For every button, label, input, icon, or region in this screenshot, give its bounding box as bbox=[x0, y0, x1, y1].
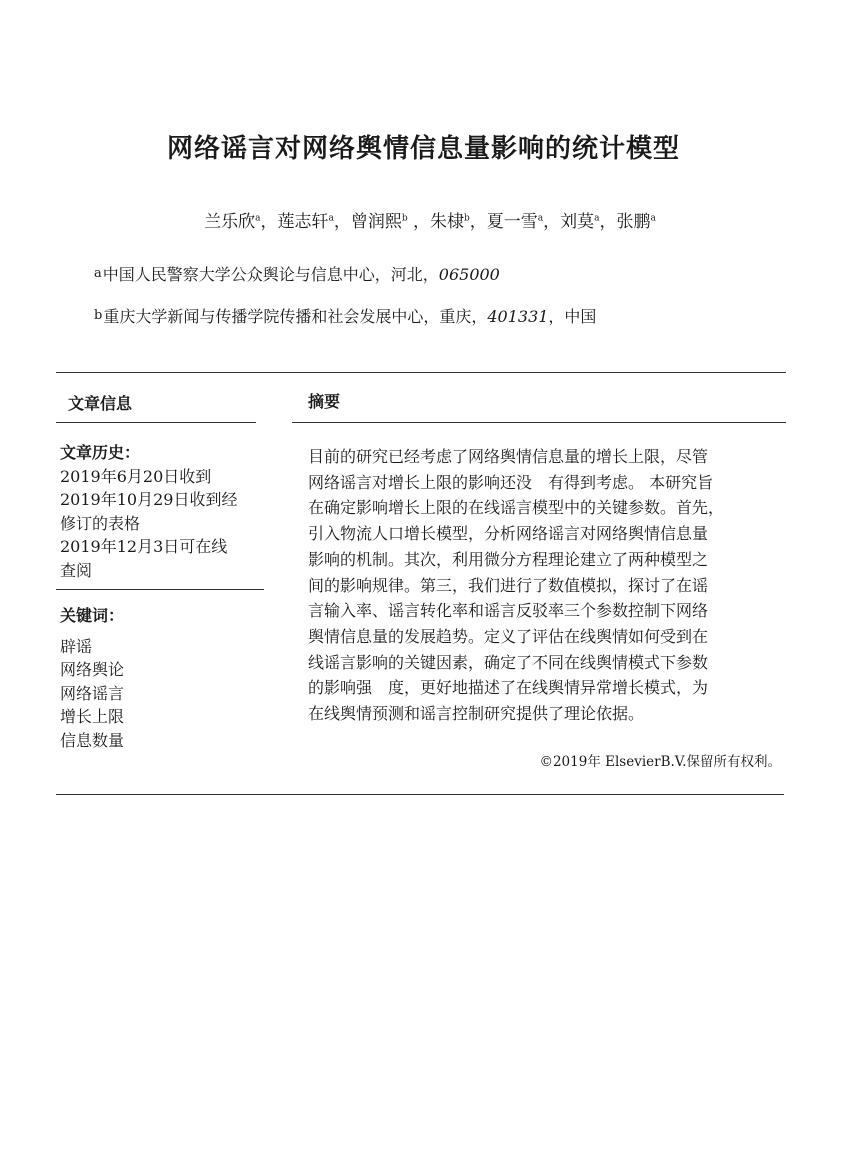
keyword: 网络谣言 bbox=[60, 683, 125, 703]
abstract-line: 间的影响规律。第三，我们进行了数值模拟，探讨了在谣 bbox=[308, 575, 709, 595]
affiliation-text: 中国人民警察大学公众舆论与信息中心，河北， bbox=[102, 265, 439, 284]
copyright-notice: ©2019年 ElsevierB.V.保留所有权利。 bbox=[539, 754, 781, 770]
affiliation-mark: a bbox=[94, 266, 102, 281]
author-list: 兰乐欣$^a$，莲志轩$^a$，曾润熙$^b$ ，朱棣$^b$，夏一雪$^a$，刘莫$^a$，张鹏$^a$ bbox=[204, 212, 656, 232]
abstract-line: 言输入率、谣言转化率和谣言反驳率三个参数控制下网络 bbox=[308, 601, 709, 621]
author-affiliation-mark: b bbox=[464, 213, 470, 224]
keywords-heading: 关键词： bbox=[60, 606, 125, 625]
history-heading: 文章历史： bbox=[60, 443, 141, 462]
abstract-line: 舆情信息量的发展趋势。定义了评估在线舆情如何受到在 bbox=[308, 626, 709, 646]
author-affiliation-mark: a bbox=[650, 213, 656, 224]
affiliation-tail: ，中国 bbox=[548, 307, 597, 326]
abstract-line: 在线舆情预测和谣言控制研究提供了理论依据。 bbox=[308, 704, 645, 724]
article-info-heading: 文章信息 bbox=[68, 394, 133, 413]
author-affiliation-mark: a bbox=[537, 213, 544, 224]
author-name: 夏一雪 bbox=[486, 212, 538, 232]
author-affiliation-mark: b bbox=[401, 213, 408, 224]
postal-code: 065000 bbox=[438, 265, 500, 284]
keyword: 辟谣 bbox=[60, 636, 93, 656]
paper-title: 网络谣言对网络舆情信息量影响的统计模型 bbox=[166, 134, 680, 164]
abstract-line: 网络谣言对增长上限的影响还没 有得到考虑。 本研究旨 bbox=[308, 472, 714, 492]
keywords bbox=[60, 604, 265, 752]
keyword: 网络舆论 bbox=[60, 660, 125, 679]
article-info-divider bbox=[56, 422, 256, 423]
author bbox=[204, 212, 260, 232]
abstract-line: 的影响强 度，更好地描述了在线舆情异常增长模式，为 bbox=[308, 678, 709, 698]
author bbox=[487, 212, 543, 232]
author-name: 曾润熙 bbox=[350, 212, 402, 232]
history-line: 查阅 bbox=[60, 560, 93, 580]
author bbox=[560, 212, 599, 232]
author-name: 刘莫 bbox=[560, 212, 595, 232]
affiliation-b bbox=[94, 304, 596, 327]
affiliation-text: 重庆大学新闻与传播学院传播和社会发展中心，重庆， bbox=[103, 307, 488, 326]
postal-code: 401331 bbox=[487, 307, 549, 326]
author bbox=[430, 212, 470, 232]
bottom-divider bbox=[56, 794, 784, 795]
affiliation-a bbox=[94, 262, 500, 285]
author-name: 朱棣 bbox=[430, 212, 465, 232]
author bbox=[351, 212, 408, 232]
keywords-divider bbox=[56, 589, 264, 590]
author bbox=[617, 212, 656, 232]
history-line: 修订的表格 bbox=[60, 513, 141, 533]
history-line: 2019年12月3日可在线 bbox=[60, 537, 228, 556]
author-affiliation-mark: a bbox=[328, 213, 334, 224]
abstract-line: 引入物流人口增长模型，分析网络谣言对网络舆情信息量 bbox=[308, 524, 709, 544]
article-history bbox=[60, 441, 265, 582]
abstract-heading: 摘要 bbox=[308, 392, 341, 411]
author-name: 张鹏 bbox=[616, 212, 651, 232]
top-divider bbox=[56, 372, 786, 373]
abstract-body bbox=[308, 444, 788, 727]
abstract-divider bbox=[292, 422, 786, 423]
author-affiliation-mark: a bbox=[594, 213, 600, 224]
author-affiliation-mark: a bbox=[255, 213, 261, 224]
keyword: 信息数量 bbox=[60, 730, 125, 750]
abstract-line: 目前的研究已经考虑了网络舆情信息量的增长上限，尽管 bbox=[308, 447, 709, 466]
affiliation-mark: b bbox=[94, 308, 103, 323]
author-name: 莲志轩 bbox=[277, 212, 329, 232]
abstract-line: 影响的机制。其次，利用微分方程理论建立了两种模型之 bbox=[308, 549, 709, 569]
author-name: 兰乐欣 bbox=[204, 212, 256, 232]
keyword: 增长上限 bbox=[60, 707, 125, 726]
history-line: 2019年10月29日收到经 bbox=[60, 490, 238, 509]
abstract-line: 在确定影响增长上限的在线谣言模型中的关键参数。首先， bbox=[308, 498, 725, 518]
author bbox=[277, 212, 333, 232]
history-line: 2019年6月20日收到 bbox=[60, 466, 212, 486]
abstract-line: 线谣言影响的关键因素，确定了不同在线舆情模式下参数 bbox=[308, 652, 709, 672]
